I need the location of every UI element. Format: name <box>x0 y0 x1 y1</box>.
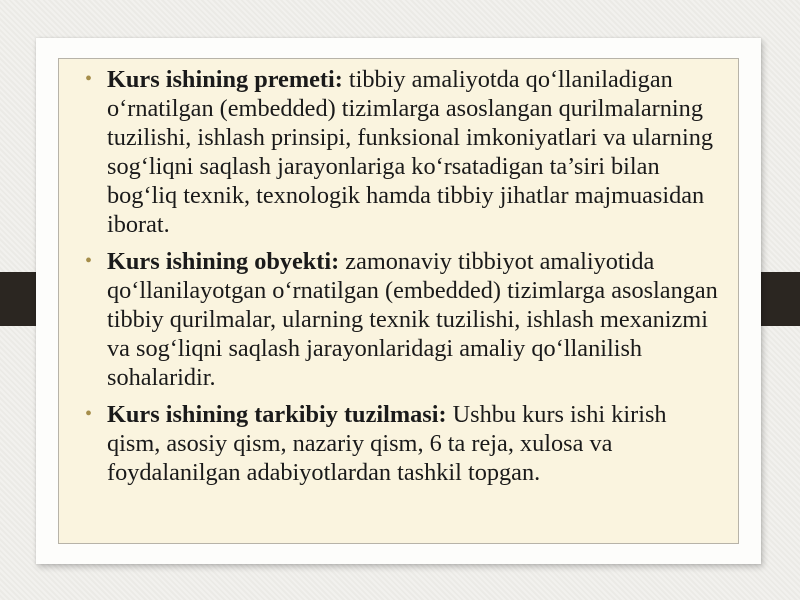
item-text: Ushbu kurs ishi kirish qism, asosiy qism, nazariy qism, 6 ta reja, xulosa va foydalanilgan adabiyotlardan tashkil topgan. <box>107 401 667 486</box>
item-label: Kurs ishining tarkibiy tuzilmasi: <box>107 401 447 428</box>
bullet-item-subject <box>85 65 724 239</box>
bullet-list <box>85 65 724 495</box>
slide-card <box>36 38 761 564</box>
item-text: zamonaviy tibbiyot amaliyotida qo‘llanilayotgan o‘rnatilgan (embedded) tizimlarga asoslangan tibbiy qurilmalar, ularning texnik tuzilishi, ishlash mexanizmi va sog‘liqni saqlash jarayonlaridagi amaliy qo‘llanilish sohalaridir. <box>107 248 718 391</box>
bullet-icon: • <box>85 250 93 272</box>
item-label: Kurs ishining obyekti: <box>107 248 340 275</box>
bullet-icon: • <box>85 68 93 90</box>
bullet-item-structure <box>85 400 724 487</box>
bullet-icon: • <box>85 403 93 425</box>
item-text: tibbiy amaliyotda qo‘llaniladigan o‘rnatilgan (embedded) tizimlarga asoslangan qurilmalarning tuzilishi, ishlash prinsipi, funksional imkoniyatlari va ularning sog‘liqni saqlash jarayonlariga ko‘rsatadigan ta’siri bilan bog‘liq texnik, texnologik hamda tibbiy jihatlar majmuasidan iborat. <box>107 66 713 238</box>
item-label: Kurs ishining premeti: <box>107 66 343 93</box>
bullet-item-object <box>85 247 724 392</box>
slide-panel <box>58 58 739 544</box>
